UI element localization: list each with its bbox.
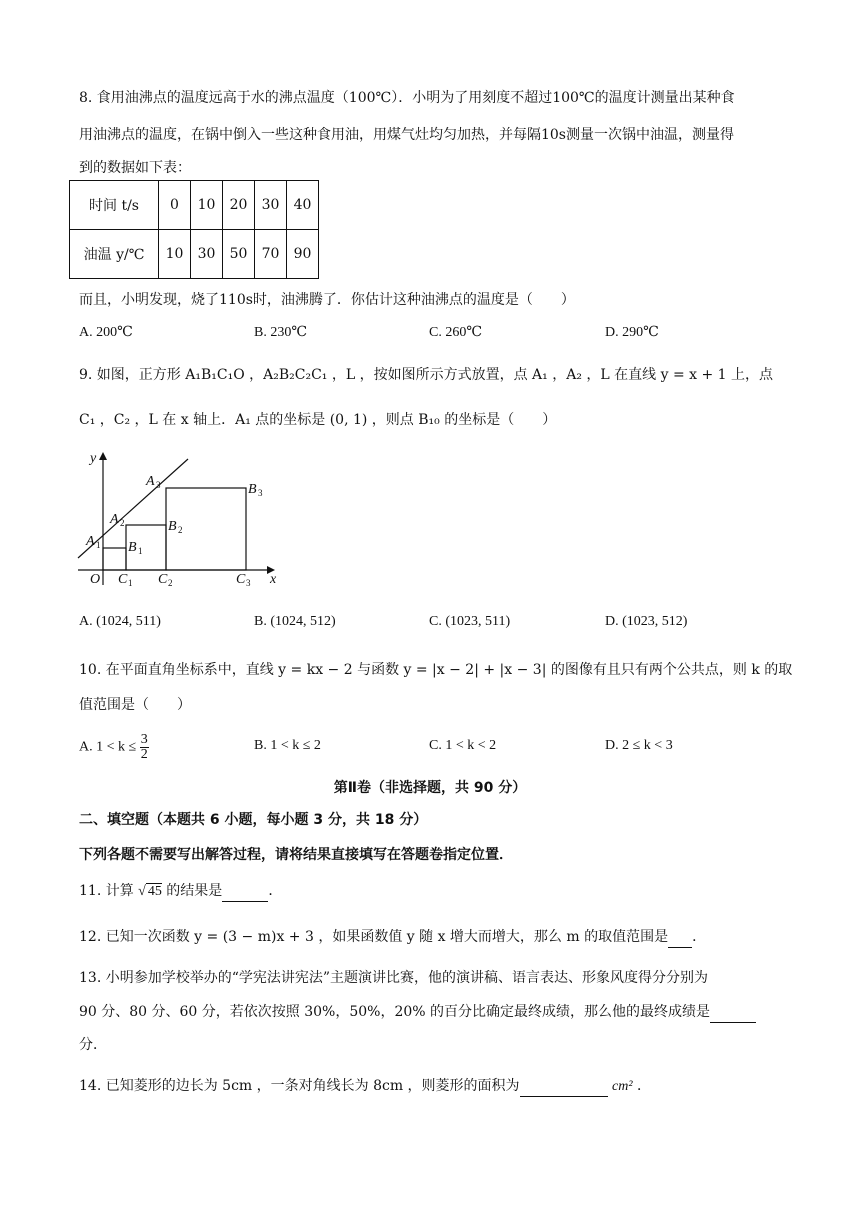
q8-option-c: C. 260℃ <box>429 325 482 340</box>
y-axis-arrow-icon <box>99 452 107 460</box>
q9-option-a: A. (1024, 511) <box>79 614 161 629</box>
q8-line-4: 而且，小明发现，烧了110s时，油沸腾了．你估计这种油沸点的温度是（ ） <box>79 292 575 308</box>
q10-option-a <box>79 733 149 762</box>
answer-blank[interactable] <box>668 927 692 948</box>
q13-line-1: 13. 小明参加学校举办的“学宪法讲宪法”主题演讲比赛，他的演讲稿、语言表达、形象风度得分分别为 <box>79 970 709 986</box>
label-a1-sub: 1 <box>96 540 101 550</box>
q10-line-1: 10. 在平面直角坐标系中，直线 y = kx − 2 与函数 y = |x − 2| + |x − 3| 的图像有且只有两个公共点，则 k 的取 <box>79 662 793 678</box>
q9-line-1: 9. 如图，正方形 A₁B₁C₁O ，A₂B₂C₂C₁ ，L ，按如图所示方式放置，点 A₁ ，A₂ ，L 在直线 y = x + 1 上，点 <box>79 367 774 383</box>
answer-blank[interactable] <box>222 881 268 902</box>
q13-line-2 <box>79 1002 756 1023</box>
q9-option-d: D. (1023, 512) <box>605 614 688 629</box>
label-b1: B <box>128 540 137 555</box>
section-instruction: 下列各题不需要写出解答过程，请将结果直接填写在答题卷指定位置． <box>79 847 513 863</box>
q11-end: ． <box>268 883 283 899</box>
label-c1: C <box>118 572 128 587</box>
q8-option-a: A. 200℃ <box>79 325 133 340</box>
q10-option-c: C. 1 < k < 2 <box>429 738 497 753</box>
q11-prefix: 11. 计算 <box>79 883 139 899</box>
fraction <box>140 733 149 762</box>
q9-option-b: B. (1024, 512) <box>254 614 336 629</box>
label-b3: B <box>248 482 257 497</box>
table-cell: 30 <box>191 230 223 279</box>
label-b2-sub: 2 <box>178 525 183 535</box>
label-c2-sub: 2 <box>168 578 173 588</box>
fraction-denominator: 2 <box>140 747 148 762</box>
q14-end: ． <box>632 1078 651 1094</box>
q14-text: 14. 已知菱形的边长为 5cm ，一条对角线长为 8cm ，则菱形的面积为 <box>79 1078 520 1094</box>
table-cell: 时间 t/s <box>70 181 159 230</box>
label-b1-sub: 1 <box>138 546 143 556</box>
label-b3-sub: 3 <box>258 488 263 498</box>
q10-line-2: 值范围是（ ） <box>79 697 191 713</box>
fraction-numerator: 3 <box>140 732 148 747</box>
label-a1: A <box>86 534 95 549</box>
q8-line-1: 8. 食用油沸点的温度远高于水的沸点温度（100℃）．小明为了用刻度不超过100℃的温度计测量出某种食 <box>79 90 735 106</box>
q8-option-b: B. 230℃ <box>254 325 307 340</box>
table-row <box>70 181 319 230</box>
q8-line-3: 到的数据如下表： <box>79 160 191 176</box>
table-cell: 40 <box>287 181 319 230</box>
table-row <box>70 230 319 279</box>
q9-figure <box>72 450 287 590</box>
q12-line <box>79 927 706 948</box>
q8-line-2: 用油沸点的温度，在锅中倒入一些这种食用油，用煤气灶均匀加热，并每隔10s测量一次锅中油温，测量得 <box>79 127 734 143</box>
q9-option-c: C. (1023, 511) <box>429 614 511 629</box>
label-b2: B <box>168 519 177 534</box>
label-a2-sub: 2 <box>120 518 125 528</box>
table-cell: 70 <box>255 230 287 279</box>
label-a3-sub: 3 <box>156 480 161 490</box>
y-axis-label: y <box>90 451 97 466</box>
section-heading: 二、填空题（本题共 6 小题，每小题 3 分，共 18 分） <box>79 812 428 828</box>
q14-unit: cm² <box>612 1079 633 1094</box>
q8-data-table <box>69 180 319 279</box>
label-c1-sub: 1 <box>128 578 133 588</box>
answer-blank[interactable] <box>520 1076 608 1097</box>
table-cell: 50 <box>223 230 255 279</box>
q12-end: ． <box>692 929 707 945</box>
x-axis-label: x <box>270 572 277 587</box>
q8-option-d: D. 290℃ <box>605 325 659 340</box>
q10-option-d: D. 2 ≤ k < 3 <box>605 738 673 753</box>
q9-line-2: C₁ ，C₂ ，L 在 x 轴上．A₁ 点的坐标是 (0, 1) ，则点 B₁₀ 的坐标是（ ） <box>79 412 557 428</box>
q12-text: 12. 已知一次函数 y = (3 − m)x + 3 ，如果函数值 y 随 x 增大而增大，那么 m 的取值范围是 <box>79 929 669 945</box>
square-1 <box>103 548 126 570</box>
q11-radicand: 45 <box>147 884 162 899</box>
table-cell: 10 <box>159 230 191 279</box>
label-c3-sub: 3 <box>246 578 251 588</box>
label-c2: C <box>158 572 168 587</box>
origin-label: O <box>90 572 101 587</box>
label-a3: A <box>146 474 155 489</box>
table-cell: 0 <box>159 181 191 230</box>
label-a2: A <box>110 512 119 527</box>
table-cell: 20 <box>223 181 255 230</box>
sqrt-icon: √ <box>138 884 146 899</box>
section-title: 第Ⅱ卷（非选择题，共 90 分） <box>333 780 527 796</box>
q10-option-a-prefix: A. 1 < k ≤ <box>79 739 137 755</box>
q10-option-b: B. 1 < k ≤ 2 <box>254 738 321 753</box>
table-cell: 10 <box>191 181 223 230</box>
table-cell: 90 <box>287 230 319 279</box>
table-cell: 30 <box>255 181 287 230</box>
answer-blank[interactable] <box>710 1002 756 1023</box>
q11-suffix: 的结果是 <box>161 883 223 899</box>
q14-line <box>79 1076 651 1097</box>
label-c3: C <box>236 572 246 587</box>
q13-line-2-text: 90 分、80 分、60 分，若依次按照 30%，50%，20% 的百分比确定最终成绩，那么他的最终成绩是 <box>79 1004 711 1020</box>
q11-line <box>79 881 282 902</box>
q13-line-3: 分． <box>79 1037 107 1053</box>
table-cell: 油温 y/℃ <box>70 230 159 279</box>
